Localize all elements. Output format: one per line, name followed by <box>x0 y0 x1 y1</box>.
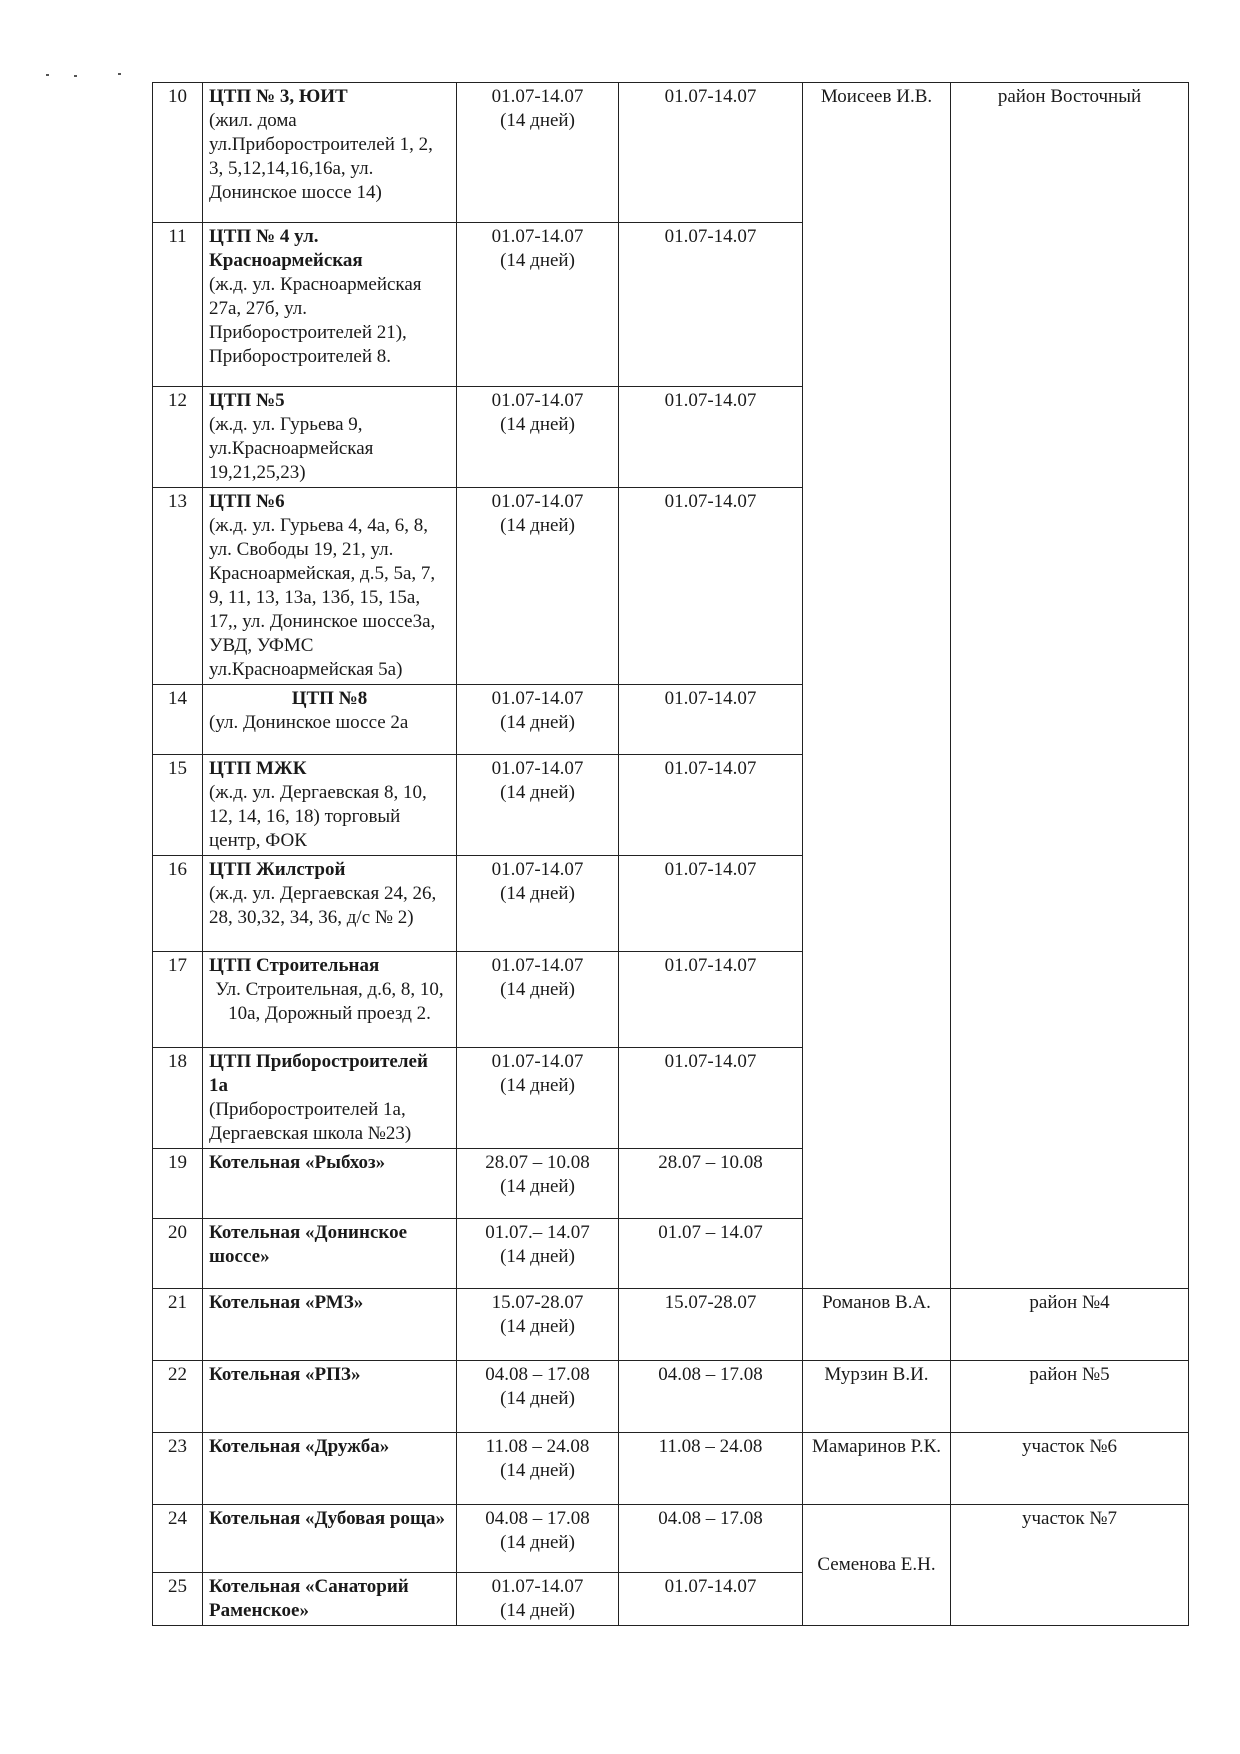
responsible-person: Мамаринов Р.К. <box>803 1433 951 1505</box>
planned-dates: 01.07-14.07 <box>491 859 584 880</box>
object-cell <box>203 856 457 952</box>
actual-period: 04.08 – 17.08 <box>619 1361 803 1433</box>
object-title: Котельная «РМЗ» <box>209 1292 364 1313</box>
object-title: ЦТП Жилстрой <box>209 859 346 880</box>
object-cell <box>203 223 457 387</box>
row-number: 16 <box>153 856 203 952</box>
planned-dates: 01.07-14.07 <box>491 1576 584 1597</box>
planned-dates: 01.07-14.07 <box>491 390 584 411</box>
row-number: 24 <box>153 1505 203 1573</box>
object-cell <box>203 685 457 755</box>
duration: (14 дней) <box>500 250 575 271</box>
row-number: 10 <box>153 83 203 223</box>
object-title: Котельная «Рыбхоз» <box>209 1152 386 1173</box>
planned-period-cell <box>457 387 619 488</box>
planned-period-cell <box>457 856 619 952</box>
planned-dates: 11.08 – 24.08 <box>485 1436 590 1457</box>
object-title: Котельная «Дружба» <box>209 1436 390 1457</box>
object-title: ЦТП №8 <box>291 688 368 709</box>
planned-period-cell <box>457 488 619 685</box>
responsible-person: Мурзин В.И. <box>803 1361 951 1433</box>
object-description: (ж.д. ул. Гурьева 4, 4а, 6, 8, ул. Свободы 19, 21, ул. Красноармейская, д.5, 5а, 7, 9, 11, 13, 13а, 13б, 15, 15а, 17,, ул. Донинское шоссе3а, УВД, УФМС ул.Красноармейская 5а) <box>209 515 436 680</box>
duration: (14 дней) <box>500 515 575 536</box>
actual-period: 15.07-28.07 <box>619 1289 803 1361</box>
object-title: ЦТП Приборостроителей 1а <box>209 1051 428 1096</box>
object-description: (ул. Донинское шоссе 2а <box>209 712 409 733</box>
planned-dates: 01.07-14.07 <box>491 955 584 976</box>
planned-period-cell <box>457 1149 619 1219</box>
object-cell <box>203 1048 457 1149</box>
planned-period-cell <box>457 755 619 856</box>
responsible-person: Романов В.А. <box>803 1289 951 1361</box>
duration: (14 дней) <box>500 1460 575 1481</box>
actual-period: 04.08 – 17.08 <box>619 1505 803 1573</box>
object-description: Ул. Строительная, д.6, 8, 10, 10а, Дорожный проезд 2. <box>215 979 444 1024</box>
object-title: Котельная «Дубовая роща» <box>209 1508 446 1529</box>
object-title: ЦТП МЖК <box>209 758 307 779</box>
duration: (14 дней) <box>500 1600 575 1621</box>
actual-period: 01.07-14.07 <box>619 1573 803 1626</box>
planned-period-cell <box>457 1219 619 1289</box>
row-number: 14 <box>153 685 203 755</box>
duration: (14 дней) <box>500 712 575 733</box>
planned-period-cell <box>457 223 619 387</box>
object-description: (ж.д. ул. Дергаевская 24, 26, 28, 30,32, 34, 36, д/с № 2) <box>209 883 437 928</box>
object-description: (ж.д. ул. Гурьева 9, ул.Красноармейская 19,21,25,23) <box>209 414 374 483</box>
planned-dates: 01.07-14.07 <box>491 688 584 709</box>
planned-dates: 01.07-14.07 <box>491 758 584 779</box>
object-cell <box>203 1505 457 1573</box>
object-title: ЦТП №5 <box>209 390 285 411</box>
row-number: 18 <box>153 1048 203 1149</box>
district: район Восточный <box>951 83 1189 1289</box>
object-cell <box>203 83 457 223</box>
object-title: ЦТП №6 <box>209 491 285 512</box>
row-number: 25 <box>153 1573 203 1626</box>
object-cell <box>203 1433 457 1505</box>
actual-period: 01.07-14.07 <box>619 856 803 952</box>
responsible-person: Семенова Е.Н. <box>803 1505 951 1626</box>
row-number: 21 <box>153 1289 203 1361</box>
duration: (14 дней) <box>500 1075 575 1096</box>
duration: (14 дней) <box>500 414 575 435</box>
duration: (14 дней) <box>500 1246 575 1267</box>
district: участок №6 <box>951 1433 1189 1505</box>
planned-period-cell <box>457 1573 619 1626</box>
object-cell <box>203 488 457 685</box>
planned-dates: 04.08 – 17.08 <box>485 1364 590 1385</box>
actual-period: 01.07-14.07 <box>619 83 803 223</box>
duration: (14 дней) <box>500 782 575 803</box>
planned-period-cell <box>457 685 619 755</box>
row-number: 12 <box>153 387 203 488</box>
responsible-person: Моисеев И.В. <box>803 83 951 1289</box>
object-cell <box>203 1573 457 1626</box>
row-number: 17 <box>153 952 203 1048</box>
row-number: 15 <box>153 755 203 856</box>
duration: (14 дней) <box>500 883 575 904</box>
table-row <box>153 1433 1189 1505</box>
object-title: Котельная «Санаторий Раменское» <box>209 1576 409 1621</box>
duration: (14 дней) <box>500 1316 575 1337</box>
row-number: 19 <box>153 1149 203 1219</box>
planned-dates: 15.07-28.07 <box>491 1292 584 1313</box>
actual-period: 01.07-14.07 <box>619 488 803 685</box>
planned-dates: 01.07-14.07 <box>491 1051 584 1072</box>
object-title: Котельная «РПЗ» <box>209 1364 361 1385</box>
row-number: 13 <box>153 488 203 685</box>
planned-dates: 01.07-14.07 <box>491 491 584 512</box>
actual-period: 01.07-14.07 <box>619 387 803 488</box>
row-number: 11 <box>153 223 203 387</box>
duration: (14 дней) <box>500 1388 575 1409</box>
object-cell <box>203 1219 457 1289</box>
row-number: 22 <box>153 1361 203 1433</box>
duration: (14 дней) <box>500 1176 575 1197</box>
planned-period-cell <box>457 83 619 223</box>
actual-period: 28.07 – 10.08 <box>619 1149 803 1219</box>
actual-period: 01.07-14.07 <box>619 685 803 755</box>
duration: (14 дней) <box>500 110 575 131</box>
actual-period: 11.08 – 24.08 <box>619 1433 803 1505</box>
row-number: 23 <box>153 1433 203 1505</box>
planned-dates: 28.07 – 10.08 <box>485 1152 590 1173</box>
row-number: 20 <box>153 1219 203 1289</box>
duration: (14 дней) <box>500 979 575 1000</box>
actual-period: 01.07-14.07 <box>619 223 803 387</box>
planned-period-cell <box>457 952 619 1048</box>
object-cell <box>203 1361 457 1433</box>
table-row <box>153 83 1189 223</box>
object-cell <box>203 755 457 856</box>
district: район №5 <box>951 1361 1189 1433</box>
object-description: (жил. дома ул.Приборостроителей 1, 2, 3, 5,12,14,16,16а, ул. Донинское шоссе 14) <box>209 110 433 203</box>
planned-period-cell <box>457 1048 619 1149</box>
object-cell <box>203 952 457 1048</box>
object-cell <box>203 1289 457 1361</box>
actual-period: 01.07-14.07 <box>619 755 803 856</box>
actual-period: 01.07-14.07 <box>619 952 803 1048</box>
planned-period-cell <box>457 1361 619 1433</box>
planned-dates: 01.07-14.07 <box>491 226 584 247</box>
district: район №4 <box>951 1289 1189 1361</box>
object-description: (ж.д. ул. Красноармейская 27а, 27б, ул. Приборостроителей 21), Приборостроителей 8. <box>209 274 422 367</box>
actual-period: 01.07 – 14.07 <box>619 1219 803 1289</box>
planned-dates: 04.08 – 17.08 <box>485 1508 590 1529</box>
duration: (14 дней) <box>500 1532 575 1553</box>
object-title: ЦТП № 3, ЮИТ <box>209 86 348 107</box>
object-description: (Приборостроителей 1а, Дергаевская школа №23) <box>209 1099 412 1144</box>
actual-period: 01.07-14.07 <box>619 1048 803 1149</box>
table-row <box>153 1505 1189 1573</box>
district: участок №7 <box>951 1505 1189 1626</box>
planned-period-cell <box>457 1289 619 1361</box>
table-row <box>153 1289 1189 1361</box>
planned-dates: 01.07-14.07 <box>491 86 584 107</box>
planned-period-cell <box>457 1433 619 1505</box>
object-description: (ж.д. ул. Дергаевская 8, 10, 12, 14, 16, 18) торговый центр, ФОК <box>209 782 427 851</box>
object-cell <box>203 387 457 488</box>
planned-period-cell <box>457 1505 619 1573</box>
object-title: ЦТП № 4 ул. Красноармейская <box>209 226 363 271</box>
object-title: ЦТП Строительная <box>209 955 380 976</box>
object-cell <box>203 1149 457 1219</box>
table-row <box>153 1361 1189 1433</box>
planned-dates: 01.07.– 14.07 <box>485 1222 590 1243</box>
schedule-table <box>152 82 1189 1626</box>
object-title: Котельная «Донинское шоссе» <box>209 1222 408 1267</box>
